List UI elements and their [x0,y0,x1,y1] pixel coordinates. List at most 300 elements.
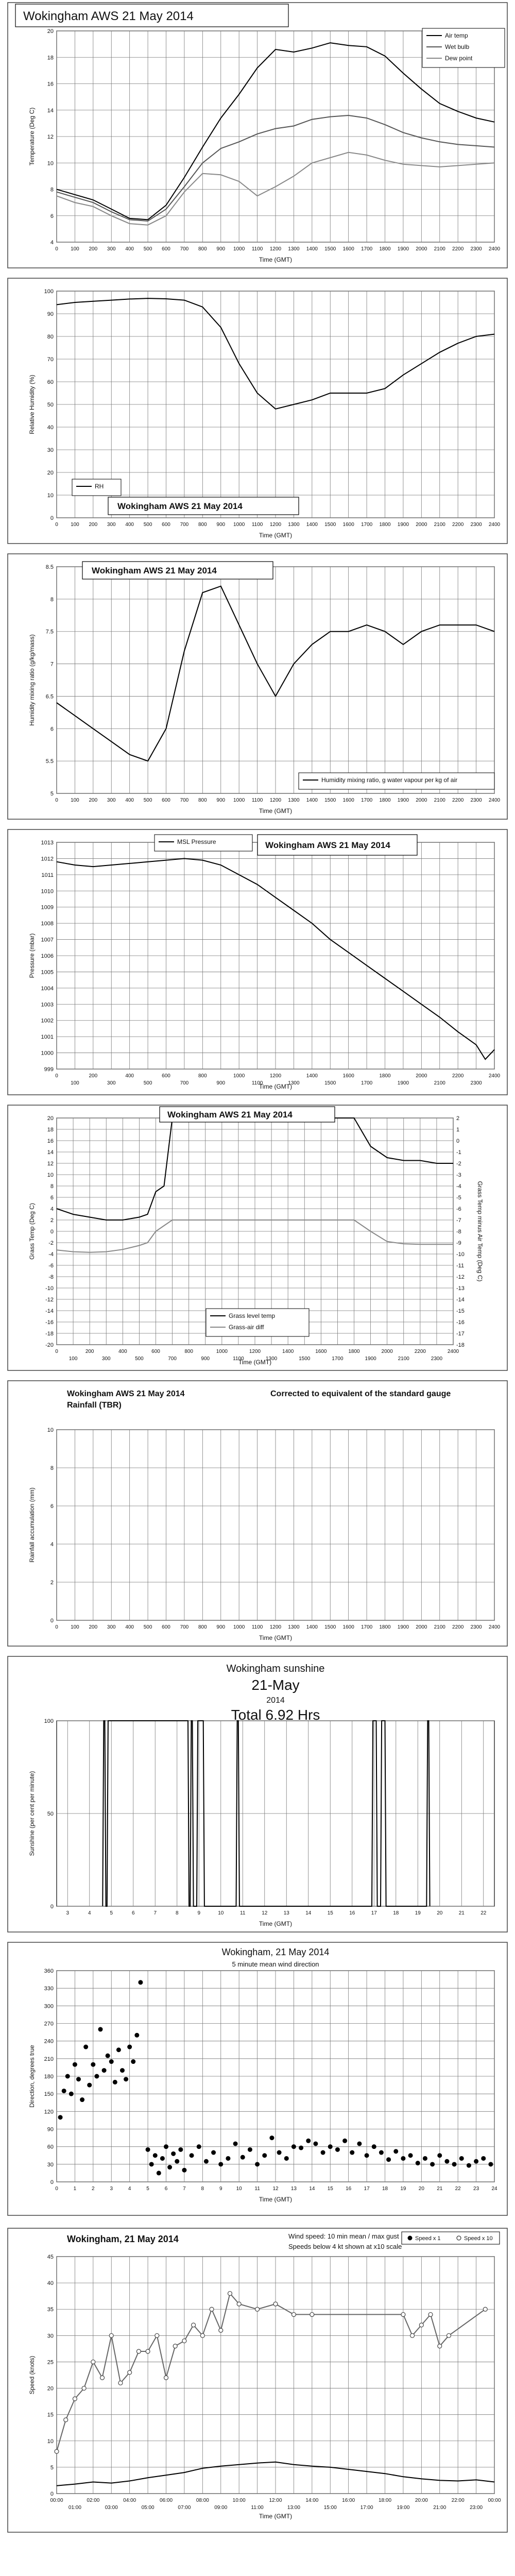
x-tick-label: 100 [71,246,79,252]
x-tick-label: 2000 [416,1624,427,1630]
scatter-point [393,2149,398,2154]
x-tick-label: 100 [68,1356,78,1362]
y-tick-label: 30 [47,2333,54,2340]
x-tick-label: 1900 [397,1080,409,1086]
x-tick-label: 1700 [360,246,373,252]
y-tick-label: 8.5 [45,564,54,570]
x-tick-label: 2300 [470,798,482,803]
x-tick-label: 20 [437,1910,443,1916]
y2-tick-label: -10 [456,1251,465,1258]
gust-point [164,2376,168,2380]
scatter-point [178,2147,183,2152]
x-tick-label: 7 [153,1910,157,1916]
x-tick-label: 1800 [379,1073,391,1079]
scatter-point [350,2150,354,2155]
y-tick-label: 240 [44,2038,54,2045]
x-tick-label: 3 [110,2186,113,2192]
x-tick-label: 2400 [488,522,501,528]
y-tick-label: 100 [44,1718,54,1724]
scatter-point [277,2150,282,2155]
scatter-point [109,2059,114,2064]
x-tick-label: 1000 [233,522,245,528]
x-tick-label: 1200 [269,246,282,252]
chart-subtitle: 5 minute mean wind direction [232,1960,319,1968]
x-tick-label: 1800 [379,246,391,252]
chart-2 [8,278,507,544]
x-tick-label: 1600 [342,522,354,528]
scatter-point [124,2077,128,2081]
gust-point [419,2323,423,2327]
chart-subtitle: Wind speed: 10 min mean / max gust [288,2232,399,2240]
gust-point [146,2349,150,2353]
x-tick-label: 300 [107,1080,116,1086]
y-tick-label: 10 [47,160,54,167]
y-tick-label: 1011 [41,872,54,878]
scatter-point [94,2074,99,2079]
scatter-point [138,1980,143,1985]
x-tick-label: 1600 [342,1624,354,1630]
y-tick-label: 16 [47,1138,54,1144]
y-tick-label: 12 [47,134,54,140]
x-tick-label: 0 [55,798,58,803]
scatter-point [182,2168,186,2173]
x-tick-label: 600 [162,246,170,252]
x-tick-label: 0 [55,522,58,528]
y-tick-label: 18 [47,55,54,61]
x-tick-label: 8 [201,2186,204,2192]
gust-point [128,2370,132,2375]
x-tick-label: 2200 [452,246,464,252]
x-tick-label: 2100 [434,522,445,528]
chart-year: 2014 [266,1696,285,1705]
x-tick-label: 16 [349,1910,355,1916]
x-tick-label: 1 [73,2186,77,2192]
x-tick-label: 13 [290,2186,297,2192]
y-tick-label: 150 [44,2091,54,2098]
y-tick-label: 5 [50,2464,54,2471]
y-axis-label: Grass Temp (Deg C) [28,1203,36,1260]
chart-note: Speeds below 4 kt shown at x10 scale [288,2243,402,2250]
scatter-point [113,2080,117,2084]
scatter-point [131,2059,135,2064]
x-tick-label: 200 [89,1624,98,1630]
x-tick-label: 1300 [288,246,300,252]
x-tick-label: 500 [143,1624,152,1630]
x-tick-label: 400 [125,246,134,252]
y-tick-label: 12 [47,1161,54,1167]
x-tick-label: 2100 [434,246,445,252]
scatter-point [306,2139,311,2143]
x-tick-label: 700 [180,1080,189,1086]
y-tick-label: -2 [48,1240,54,1246]
y-tick-label: 6 [50,213,54,219]
x-tick-label: 1600 [342,1073,354,1079]
x-tick-label: 2000 [416,798,427,803]
y-tick-label: -10 [45,1285,54,1292]
x-tick-label: 600 [162,522,170,528]
gust-point [100,2376,105,2380]
x-tick-label: 00:00 [488,2498,501,2503]
x-tick-label: 03:00 [105,2505,118,2511]
x-tick-label: 16:00 [342,2498,355,2503]
scatter-point [58,2115,63,2120]
chart-title: Wokingham AWS 21 May 2014 [92,566,217,575]
x-tick-label: 11 [254,2186,260,2192]
x-tick-label: 1300 [265,1356,278,1362]
x-tick-label: 5 [146,2186,149,2192]
x-tick-label: 100 [71,1080,79,1086]
legend [154,835,252,851]
x-tick-label: 2400 [447,1349,459,1354]
x-tick-label: 10 [236,2186,242,2192]
x-tick-label: 1500 [324,798,336,803]
x-tick-label: 19:00 [397,2505,410,2511]
y-tick-label: 90 [47,311,54,317]
y-tick-label: -4 [48,1251,54,1258]
y-tick-label: 4 [50,240,54,246]
y-tick-label: 45 [47,2254,54,2260]
scatter-point [226,2156,230,2161]
scatter-point [365,2153,369,2158]
x-axis-label: Time (GMT) [259,1920,293,1927]
scatter-point [65,2074,70,2079]
y-tick-label: 1013 [41,840,54,846]
x-tick-label: 600 [162,1073,170,1079]
chart-4 [8,829,507,1095]
scatter-point [120,2068,125,2073]
x-tick-label: 01:00 [68,2505,81,2511]
x-tick-label: 15 [327,1910,333,1916]
x-tick-label: 800 [198,522,207,528]
scatter-point [379,2150,384,2155]
legend-label: Grass-air diff [229,1324,264,1331]
scatter-point [437,2153,442,2158]
x-axis-label: Time (GMT) [259,807,293,815]
x-tick-label: 600 [162,1624,170,1630]
scatter-point [342,2139,347,2143]
scatter-point [269,2136,274,2140]
y-tick-label: 180 [44,2074,54,2080]
y-tick-label: 0 [50,1904,54,1910]
x-tick-label: 900 [216,522,226,528]
x-tick-label: 1200 [269,1073,282,1079]
x-tick-label: 1400 [306,1073,318,1079]
scatter-point [73,2062,77,2067]
x-tick-label: 1300 [288,1080,300,1086]
x-tick-label: 700 [180,798,189,803]
chart-8 [8,1942,507,2215]
y-tick-label: 50 [47,1811,54,1817]
scatter-point [211,2150,216,2155]
legend-label: Air temp [445,32,468,39]
y2-tick-label: -14 [456,1297,465,1303]
gust-point [155,2333,159,2337]
x-tick-label: 1400 [306,1624,318,1630]
x-tick-label: 400 [125,1073,134,1079]
gust-point [118,2381,123,2385]
y-tick-label: 360 [44,1968,54,1974]
x-tick-label: 0 [55,1349,58,1354]
y2-tick-label: -16 [456,1319,465,1326]
scatter-point [116,2047,121,2052]
x-tick-label: 6 [131,1910,135,1916]
x-tick-label: 4 [128,2186,131,2192]
y2-tick-label: -18 [456,1342,465,1348]
x-tick-label: 00:00 [50,2498,63,2503]
legend-label: Grass level temp [229,1312,276,1319]
x-tick-label: 17:00 [360,2505,373,2511]
gust-point [73,2397,77,2401]
y-axis-label: Sunshine (per cent per minute) [28,1771,36,1856]
y-tick-label: 50 [47,402,54,408]
y-tick-label: 14 [47,1149,54,1156]
y-tick-label: 0 [50,515,54,521]
y-tick-label: 5 [50,791,54,797]
y-tick-label: 8 [50,1465,54,1471]
y-tick-label: 0 [50,1618,54,1624]
y-tick-label: 8 [50,596,54,603]
gust-point [210,2307,214,2311]
y2-tick-label: 1 [456,1127,460,1133]
x-tick-label: 1100 [233,1356,244,1362]
y-tick-label: -8 [48,1274,54,1280]
x-tick-label: 18 [382,2186,388,2192]
x-tick-label: 21 [458,1910,465,1916]
y-tick-label: 4 [50,1206,54,1212]
y-tick-label: 16 [47,81,54,88]
legend-label: Dew point [445,55,473,62]
x-tick-label: 0 [55,1624,58,1630]
x-tick-label: 700 [180,246,189,252]
x-tick-label: 200 [89,522,98,528]
x-tick-label: 300 [107,798,116,803]
x-tick-label: 7 [183,2186,186,2192]
x-tick-label: 20 [418,2186,424,2192]
y-tick-label: 0 [50,1229,54,1235]
x-tick-label: 19 [400,2186,406,2192]
x-tick-label: 700 [180,1624,189,1630]
y2-tick-label: -1 [456,1149,461,1156]
gust-point [410,2333,415,2337]
x-tick-label: 2100 [398,1356,409,1362]
y-tick-label: 8 [50,187,54,193]
x-tick-label: 22 [455,2186,461,2192]
scatter-point [190,2153,194,2158]
x-tick-label: 1000 [233,246,245,252]
x-tick-label: 700 [180,522,189,528]
x-tick-label: 1300 [288,798,300,803]
y-tick-label: 1002 [41,1018,54,1024]
scatter-point [372,2144,376,2149]
y2-tick-label: -4 [456,1183,461,1190]
x-tick-label: 900 [216,246,226,252]
chart-5 [8,1105,507,1370]
y-tick-label: 1009 [41,904,54,911]
x-tick-label: 2300 [470,246,482,252]
scatter-point [467,2163,471,2168]
x-tick-label: 2100 [434,798,445,803]
scatter-point [321,2150,325,2155]
y-tick-label: 10 [47,2438,54,2445]
y-tick-label: 999 [44,1066,54,1073]
x-tick-label: 14:00 [305,2498,319,2503]
gust-point [219,2328,223,2332]
x-tick-label: 17 [364,2186,370,2192]
x-tick-label: 400 [125,522,134,528]
x-axis-label: Time (GMT) [259,1083,293,1090]
y-axis-label: Direction, degrees true [28,2045,36,2108]
x-tick-label: 24 [491,2186,497,2192]
y2-tick-label: -8 [456,1229,461,1235]
x-tick-label: 2300 [470,1080,482,1086]
x-tick-label: 1900 [397,522,409,528]
legend-label: RH [95,483,104,490]
x-tick-label: 1600 [342,798,354,803]
x-tick-label: 300 [107,1624,116,1630]
scatter-point [164,2144,168,2149]
x-tick-label: 1500 [299,1356,311,1362]
y-tick-label: 1005 [41,969,54,976]
y-tick-label: -6 [48,1263,54,1269]
chart-3 [8,554,507,819]
chart-9 [8,2228,507,2532]
x-tick-label: 23 [473,2186,479,2192]
legend-swatch [457,2236,461,2240]
x-tick-label: 2200 [452,798,464,803]
x-axis-label: Time (GMT) [238,1359,272,1366]
y-tick-label: 1008 [41,921,54,927]
x-tick-label: 1500 [324,522,336,528]
y-tick-label: 40 [47,425,54,431]
y-tick-label: 30 [47,2161,54,2168]
scatter-point [408,2153,413,2158]
legend [402,2232,500,2244]
scatter-point [80,2097,84,2102]
y-tick-label: 6 [50,726,54,733]
y2-tick-label: -15 [456,1308,465,1314]
scatter-point [218,2162,223,2166]
chart-title: Wokingham AWS 21 May 2014 [67,1389,185,1398]
scatter-point [452,2162,457,2166]
x-tick-label: 400 [125,798,134,803]
y-tick-label: 60 [47,379,54,385]
x-tick-label: 200 [89,1073,98,1079]
x-tick-label: 19 [415,1910,421,1916]
x-tick-label: 1500 [324,1080,336,1086]
scatter-point [175,2159,179,2164]
y2-tick-label: -9 [456,1240,461,1246]
x-tick-label: 1100 [251,798,263,803]
x-tick-label: 2100 [434,1080,445,1086]
y-tick-label: 6.5 [45,693,54,700]
scatter-point [171,2151,176,2156]
y-tick-label: 60 [47,2144,54,2150]
y2-tick-label: -3 [456,1172,461,1178]
x-axis-label: Time (GMT) [259,1634,293,1641]
scatter-point [357,2141,362,2146]
x-tick-label: 800 [198,798,207,803]
x-tick-label: 500 [135,1356,144,1362]
x-tick-label: 1000 [233,798,245,803]
legend-swatch [408,2236,412,2240]
x-tick-label: 400 [125,1624,134,1630]
scatter-point [241,2155,245,2160]
scatter-point [134,2033,139,2038]
scatter-point [62,2089,66,2093]
x-tick-label: 600 [162,798,170,803]
x-tick-label: 900 [216,1624,226,1630]
x-tick-label: 21:00 [433,2505,447,2511]
y-tick-label: 90 [47,2126,54,2133]
x-tick-label: 1000 [233,1624,245,1630]
x-tick-label: 06:00 [159,2498,173,2503]
x-tick-label: 08:00 [196,2498,209,2503]
chart-title: Wokingham, 21 May 2014 [67,2234,179,2244]
legend [422,28,505,67]
x-tick-label: 14 [305,1910,312,1916]
legend-label: Humidity mixing ratio, g water vapour per kg of air [321,776,458,784]
x-tick-label: 500 [143,798,152,803]
x-tick-label: 11 [240,1910,246,1916]
x-tick-label: 200 [85,1349,94,1354]
x-tick-label: 2200 [452,522,464,528]
x-tick-label: 2000 [416,1073,427,1079]
y-tick-label: 1007 [41,937,54,943]
scatter-point [255,2162,260,2166]
y-tick-label: 330 [44,1986,54,1992]
y-tick-label: 100 [44,289,54,295]
scatter-point [313,2141,318,2146]
x-tick-label: 1500 [324,246,336,252]
y-axis-label: Speed (knots) [28,2355,36,2395]
x-axis-label: Time (GMT) [259,256,293,263]
chart-title: Wokingham AWS 21 May 2014 [265,840,390,850]
gust-point [109,2333,113,2337]
chart-subtitle: Rainfall (TBR) [67,1401,122,1410]
x-tick-label: 13 [283,1910,289,1916]
y2-tick-label: -6 [456,1206,461,1212]
y-tick-label: 1001 [41,1034,54,1041]
y-tick-label: 15 [47,2412,54,2418]
x-tick-label: 1100 [251,246,263,252]
scatter-point [474,2159,478,2164]
x-tick-label: 6 [164,2186,168,2192]
x-tick-label: 1900 [397,246,409,252]
y-tick-label: 0 [50,2491,54,2497]
x-tick-label: 2400 [488,1624,501,1630]
chart-1 [8,3,507,268]
y-tick-label: 20 [47,2385,54,2392]
scatter-point [153,2153,158,2158]
x-tick-label: 1200 [269,1624,282,1630]
scatter-point [102,2068,107,2073]
gust-point [291,2312,296,2316]
gust-point [228,2292,232,2296]
x-tick-label: 1600 [342,246,354,252]
x-tick-label: 2000 [381,1349,393,1354]
y-axis-label: Temperature (Deg C) [28,107,36,166]
x-tick-label: 02:00 [87,2498,100,2503]
x-tick-label: 16 [346,2186,352,2192]
x-tick-label: 10 [218,1910,224,1916]
x-tick-label: 100 [71,798,79,803]
scatter-point [106,2054,110,2058]
scatter-point [401,2156,405,2161]
x-tick-label: 10:00 [232,2498,246,2503]
y2-tick-label: 0 [456,1138,460,1144]
scatter-point [197,2144,201,2149]
x-tick-label: 14 [309,2186,315,2192]
